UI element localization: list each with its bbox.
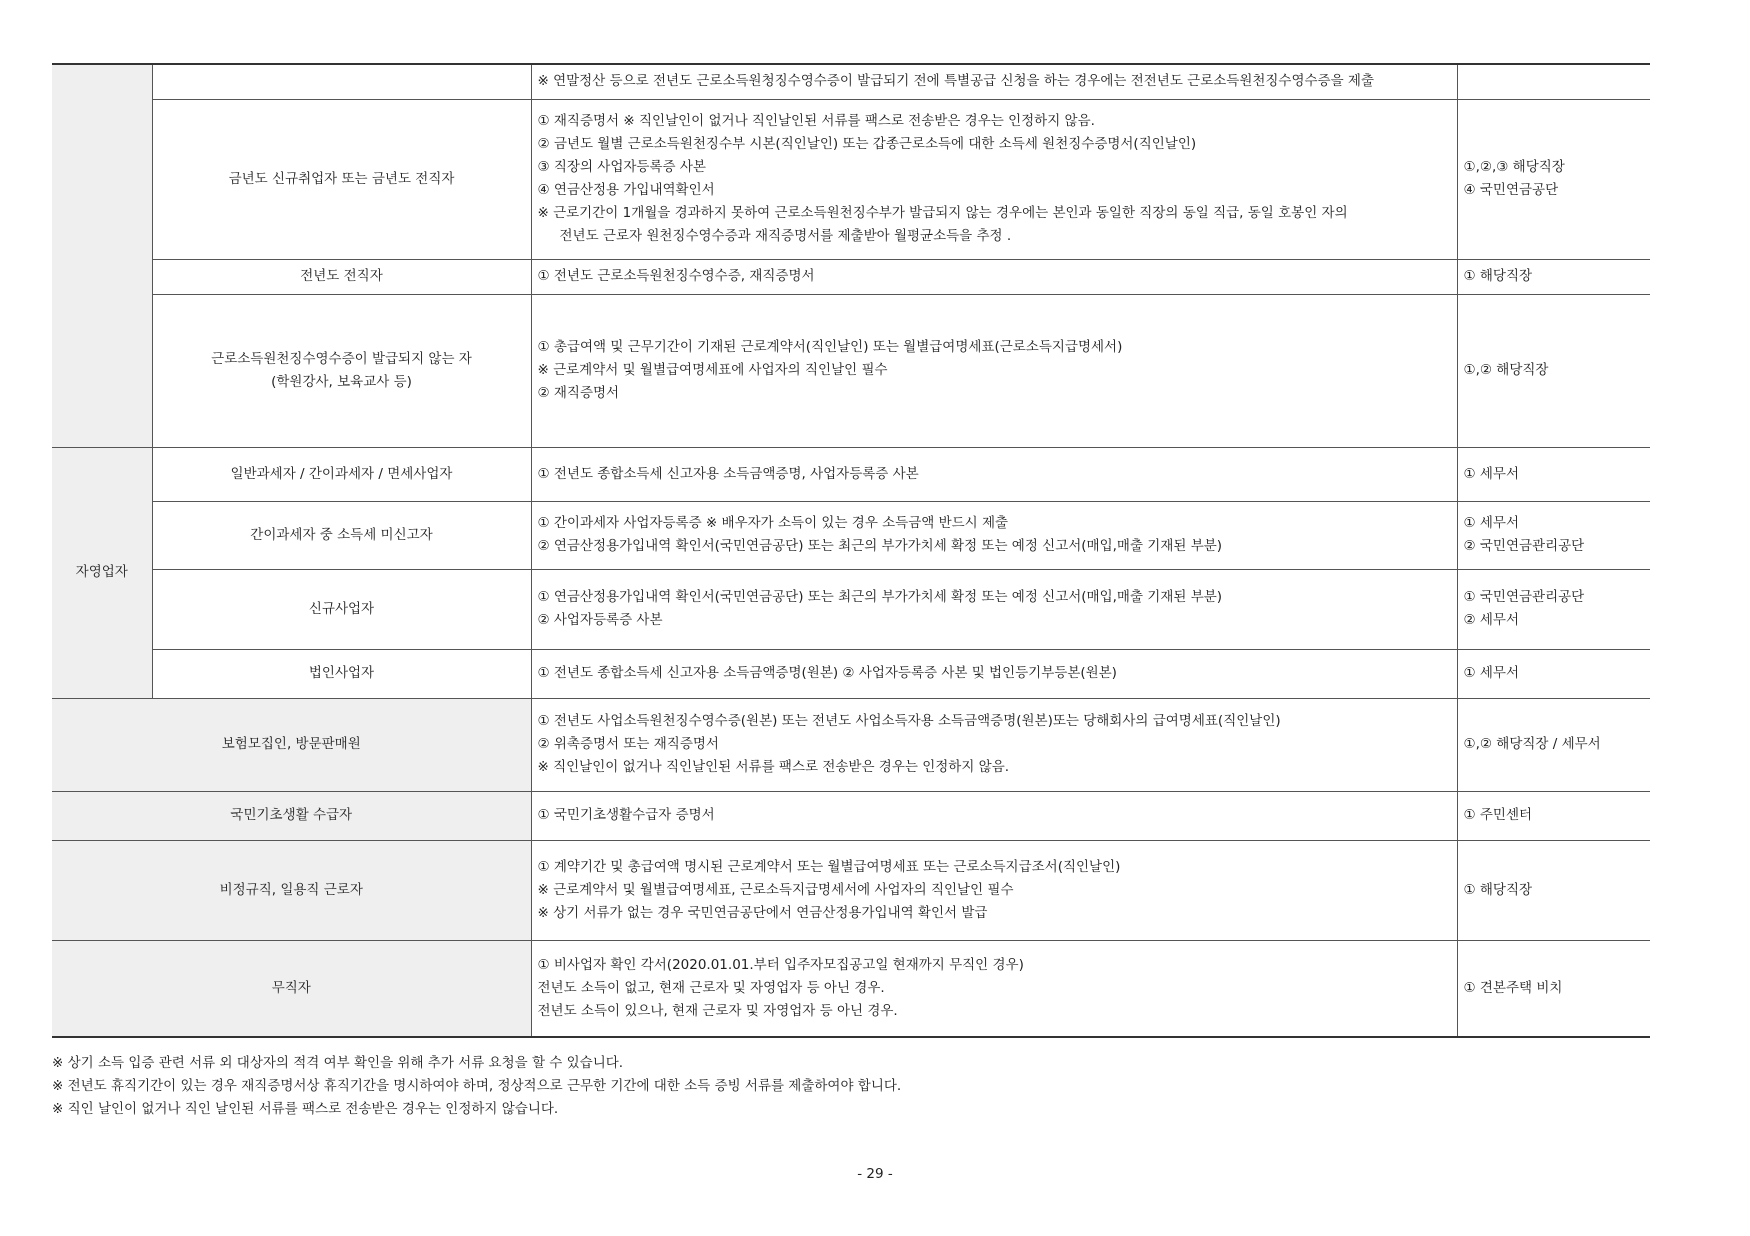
document-line: ③ 직장의 사업자등록증 사본 (537, 159, 706, 175)
issuer-cell (1457, 791, 1650, 840)
documents-cell (531, 294, 1457, 447)
document-line: ※ 근로기간이 1개월을 경과하지 못하여 근로소득원천징수부가 발급되지 않는 경우에는 본인과 동일한 직장의 동일 직급, 동일 호봉인 자의 (537, 205, 1348, 221)
issuer-line: ①,② 해당직장 (1463, 362, 1549, 378)
issuer-cell (1457, 259, 1650, 294)
documents-cell (531, 64, 1457, 99)
document-line: ② 금년도 월별 근로소득원천징수부 시본(직인날인) 또는 갑종근로소득에 대한 소득세 원천징수증명서(직인날인) (537, 136, 1197, 152)
document-line: ※ 연말정산 등으로 전년도 근로소득원청징수영수증이 발급되기 전에 특별공급 신청을 하는 경우에는 전전년도 근로소득원천징수영수증을 제출 (537, 73, 1375, 90)
issuer-line: ①,② 해당직장 / 세무서 (1463, 736, 1601, 752)
document-line: ① 간이과세자 사업자등록증 ※ 배우자가 소득이 있는 경우 소득금액 반드시 제출 (537, 515, 1009, 531)
subcategory-cell (152, 64, 531, 99)
subcategory-cell: 일반과세자 / 간이과세자 / 면세사업자 (152, 447, 531, 501)
table-row (52, 64, 1650, 99)
issuer-cell (1457, 698, 1650, 791)
footnotes (52, 1052, 901, 1121)
footnote: ※ 상기 소득 입증 관련 서류 외 대상자의 적격 여부 확인을 위해 추가 서류 요청을 할 수 있습니다. (52, 1055, 624, 1071)
document-line: ① 전년도 종합소득세 신고자용 소득금액증명(원본) ② 사업자등록증 사본 및 법인등기부등본(원본) (537, 665, 1117, 681)
document-line: ① 총급여액 및 근무기간이 기재된 근로계약서(직인날인) 또는 월별급여명세표(근로소득지급명세서) (537, 339, 1123, 355)
issuer-cell (1457, 447, 1650, 501)
documents-cell (531, 447, 1457, 501)
documents-cell (531, 569, 1457, 649)
issuer-cell (1457, 64, 1650, 99)
subcategory-cell: 법인사업자 (152, 649, 531, 698)
document-line: 전년도 소득이 없고, 현재 근로자 및 자영업자 등 아닌 경우. (537, 979, 885, 996)
document-line: ② 연금산정용가입내역 확인서(국민연금공단) 또는 최근의 부가가치세 확정 또는 예정 신고서(매입,매출 기재된 부분) (537, 538, 1223, 554)
documents-cell (531, 791, 1457, 840)
document-line: ① 전년도 근로소득원천징수영수증, 재직증명서 (537, 268, 815, 284)
issuer-line: ① 세무서 (1463, 465, 1520, 482)
table-row (52, 259, 1650, 294)
footnote: ※ 전년도 휴직기간이 있는 경우 재직증명서상 휴직기간을 명시하여야 하며, 정상적으로 근무한 기간에 대한 소득 증빙 서류를 제출하여야 합니다. (52, 1078, 902, 1094)
issuer-cell (1457, 501, 1650, 569)
documents-cell (531, 99, 1457, 259)
document-line: ① 비사업자 확인 각서(2020.01.01.부터 입주자모집공고일 현재까지 무직인 경우) (537, 956, 1024, 973)
document-line: ※ 근로계약서 및 월별급여명세표에 사업자의 직인날인 필수 (537, 362, 888, 378)
table-row (52, 294, 1650, 447)
document-line: ① 전년도 종합소득세 신고자용 소득금액증명, 사업자등록증 사본 (537, 465, 919, 482)
subcategory-cell (152, 294, 531, 447)
issuer-line: ① 세무서 (1463, 515, 1520, 531)
issuer-line: ② 국민연금관리공단 (1463, 538, 1585, 554)
category-cell-unemployed: 무직자 (52, 940, 531, 1037)
issuer-cell (1457, 840, 1650, 940)
document-line: ※ 직인날인이 없거나 직인날인된 서류를 팩스로 전송받은 경우는 인정하지 않음. (537, 759, 1010, 775)
document-line: ※ 근로계약서 및 월별급여명세표, 근로소득지급명세서에 사업자의 직인날인 필수 (537, 881, 1014, 898)
documents-cell (531, 940, 1457, 1037)
documents-cell (531, 501, 1457, 569)
document-line: ② 사업자등록증 사본 (537, 612, 663, 628)
category-cell-self-employed: 자영업자 (52, 447, 152, 698)
table-row (52, 940, 1650, 1037)
document-line: ① 전년도 사업소득원천징수영수증(원본) 또는 전년도 사업소득자용 소득금액증명(원본)또는 당해회사의 급여명세표(직인날인) (537, 713, 1281, 729)
document-line: ① 국민기초생활수급자 증명서 (537, 807, 715, 823)
document-line: ※ 상기 서류가 없는 경우 국민연금공단에서 연금산정용가입내역 확인서 발급 (537, 904, 988, 921)
document-line: 전년도 근로자 원천징수영수증과 재직증명서를 제출받아 월평균소득을 추정 . (559, 228, 1012, 244)
table-row (52, 649, 1650, 698)
issuer-line: ① 해당직장 (1463, 268, 1533, 284)
table-row (52, 569, 1650, 649)
document-line: ① 재직증명서 ※ 직인날인이 없거나 직인날인된 서류를 팩스로 전송받은 경우는 인정하지 않음. (537, 113, 1095, 129)
documents-cell (531, 649, 1457, 698)
issuer-cell (1457, 649, 1650, 698)
table-row (52, 840, 1650, 940)
table-row (52, 99, 1650, 259)
document-line: ② 위촉증명서 또는 재직증명서 (537, 736, 719, 752)
category-cell-irregular-worker: 비정규직, 일용직 근로자 (52, 840, 531, 940)
issuer-cell (1457, 569, 1650, 649)
issuer-cell (1457, 99, 1650, 259)
subcategory-line: (학원강사, 보육교사 등) (271, 373, 412, 390)
document-line: ④ 연금산정용 가입내역확인서 (537, 182, 715, 198)
category-cell-basic-livelihood: 국민기초생활 수급자 (52, 791, 531, 840)
issuer-cell (1457, 294, 1650, 447)
issuer-line: ① 주민센터 (1463, 807, 1533, 823)
issuer-line: ① 세무서 (1463, 665, 1520, 681)
subcategory-cell: 금년도 신규취업자 또는 금년도 전직자 (152, 99, 531, 259)
documents-cell (531, 840, 1457, 940)
issuer-line: ① 견본주택 비치 (1463, 979, 1563, 996)
table-row (52, 791, 1650, 840)
issuer-line: ② 세무서 (1463, 612, 1520, 628)
issuer-line: ① 해당직장 (1463, 881, 1533, 898)
subcategory-cell: 간이과세자 중 소득세 미신고자 (152, 501, 531, 569)
documents-cell (531, 698, 1457, 791)
issuer-line: ① 국민연금관리공단 (1463, 589, 1585, 605)
issuer-cell (1457, 940, 1650, 1037)
document-line: ② 재직증명서 (537, 385, 620, 401)
document-line: ① 계약기간 및 총급여액 명시된 근로계약서 또는 월별급여명세표 또는 근로소득지급조서(직인날인) (537, 858, 1121, 875)
documents-cell (531, 259, 1457, 294)
table-row (52, 501, 1650, 569)
table-row (52, 698, 1650, 791)
issuer-line: ①,②,③ 해당직장 (1463, 159, 1565, 175)
category-cell-employee (52, 64, 152, 447)
category-cell-insurance-sales: 보험모집인, 방문판매원 (52, 698, 531, 791)
table-row (52, 447, 1650, 501)
subcategory-line: 근로소득원천징수영수증이 발급되지 않는 자 (211, 350, 472, 367)
footnote: ※ 직인 날인이 없거나 직인 날인된 서류를 팩스로 전송받은 경우는 인정하지 않습니다. (52, 1101, 559, 1117)
subcategory-cell: 전년도 전직자 (152, 259, 531, 294)
document-line: 전년도 소득이 있으나, 현재 근로자 및 자영업자 등 아닌 경우. (537, 1002, 898, 1019)
issuer-line: ④ 국민연금공단 (1463, 182, 1559, 198)
document-line: ① 연금산정용가입내역 확인서(국민연금공단) 또는 최근의 부가가치세 확정 또는 예정 신고서(매입,매출 기재된 부분) (537, 589, 1223, 605)
income-documents-table (52, 63, 1650, 1038)
subcategory-cell: 신규사업자 (152, 569, 531, 649)
page-number: - 29 - (857, 1166, 893, 1182)
